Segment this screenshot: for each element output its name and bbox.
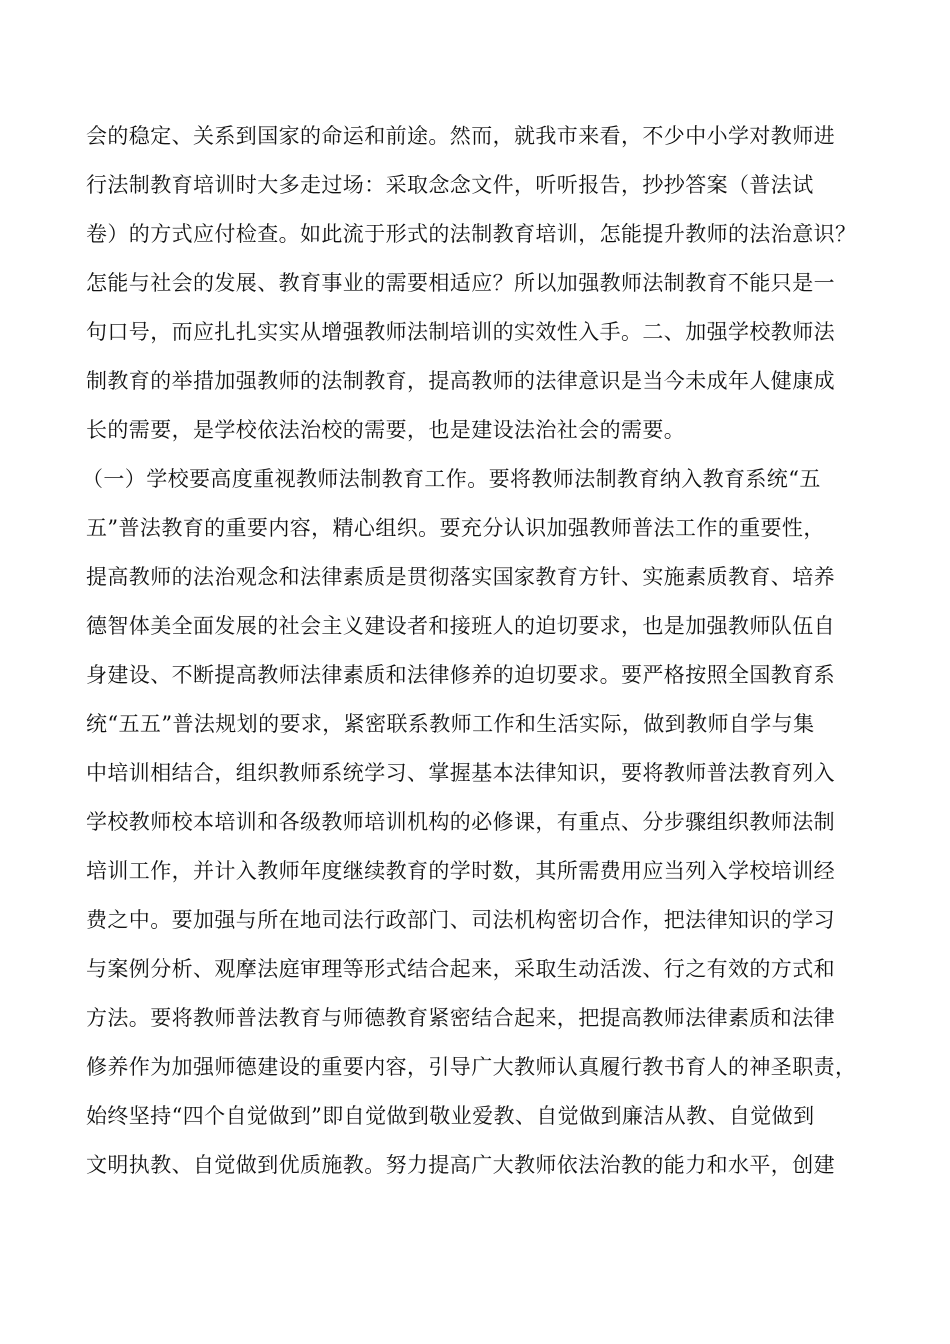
text-line: 文明执教、自觉做到优质施教。努力提高广大教师依法治教的能力和水平，创建 bbox=[86, 1153, 835, 1177]
text-line: 五”普法教育的重要内容，精心组织。要充分认识加强教师普法工作的重要性， bbox=[86, 516, 825, 540]
text-line: 中培训相结合，组织教师系统学习、掌握基本法律知识，要将教师普法教育列入 bbox=[86, 761, 835, 785]
text-line: 卷）的方式应付检查。如此流于形式的法制教育培训，怎能提升教师的法治意识？ bbox=[86, 222, 857, 246]
text-line: 培训工作，并计入教师年度继续教育的学时数，其所需费用应当列入学校培训经 bbox=[86, 859, 835, 883]
text-line: （一）学校要高度重视教师法制教育工作。要将教师法制教育纳入教育系统“五 bbox=[82, 467, 821, 491]
text-line: 制教育的举措加强教师的法制教育，提高教师的法律意识是当今未成年人健康成 bbox=[86, 369, 835, 393]
text-line: 长的需要，是学校依法治校的需要，也是建设法治社会的需要。 bbox=[86, 418, 686, 442]
text-line: 身建设、不断提高教师法律素质和法律修养的迫切要求。要严格按照全国教育系 bbox=[86, 663, 835, 687]
text-line: 学校教师校本培训和各级教师培训机构的必修课，有重点、分步骤组织教师法制 bbox=[86, 810, 835, 834]
text-line: 修养作为加强师德建设的重要内容，引导广大教师认真履行教书育人的神圣职责， bbox=[86, 1055, 857, 1079]
text-line: 与案例分析、观摩法庭审理等形式结合起来，采取生动活泼、行之有效的方式和 bbox=[86, 957, 835, 981]
text-line: 提高教师的法治观念和法律素质是贯彻落实国家教育方针、实施素质教育、培养 bbox=[86, 565, 835, 589]
text-line: 始终坚持“四个自觉做到”即自觉做到敬业爱教、自觉做到廉洁从教、自觉做到 bbox=[86, 1104, 815, 1128]
text-line: 会的稳定、关系到国家的命运和前途。然而，就我市来看，不少中小学对教师进 bbox=[86, 124, 835, 148]
text-line: 行法制教育培训时大多走过场：采取念念文件，听听报告，抄抄答案（普法试 bbox=[86, 173, 814, 197]
text-line: 统“五五”普法规划的要求，紧密联系教师工作和生活实际，做到教师自学与集 bbox=[86, 712, 815, 736]
text-line: 方法。要将教师普法教育与师德教育紧密结合起来，把提高教师法律素质和法律 bbox=[86, 1006, 835, 1030]
text-line: 费之中。要加强与所在地司法行政部门、司法机构密切合作，把法律知识的学习 bbox=[86, 908, 835, 932]
text-line: 句口号，而应扎扎实实从增强教师法制培训的实效性入手。二、加强学校教师法 bbox=[86, 320, 835, 344]
text-line: 德智体美全面发展的社会主义建设者和接班人的迫切要求，也是加强教师队伍自 bbox=[86, 614, 835, 638]
text-line: 怎能与社会的发展、教育事业的需要相适应？所以加强教师法制教育不能只是一 bbox=[86, 271, 835, 295]
body-text bbox=[82, 112, 886, 1190]
